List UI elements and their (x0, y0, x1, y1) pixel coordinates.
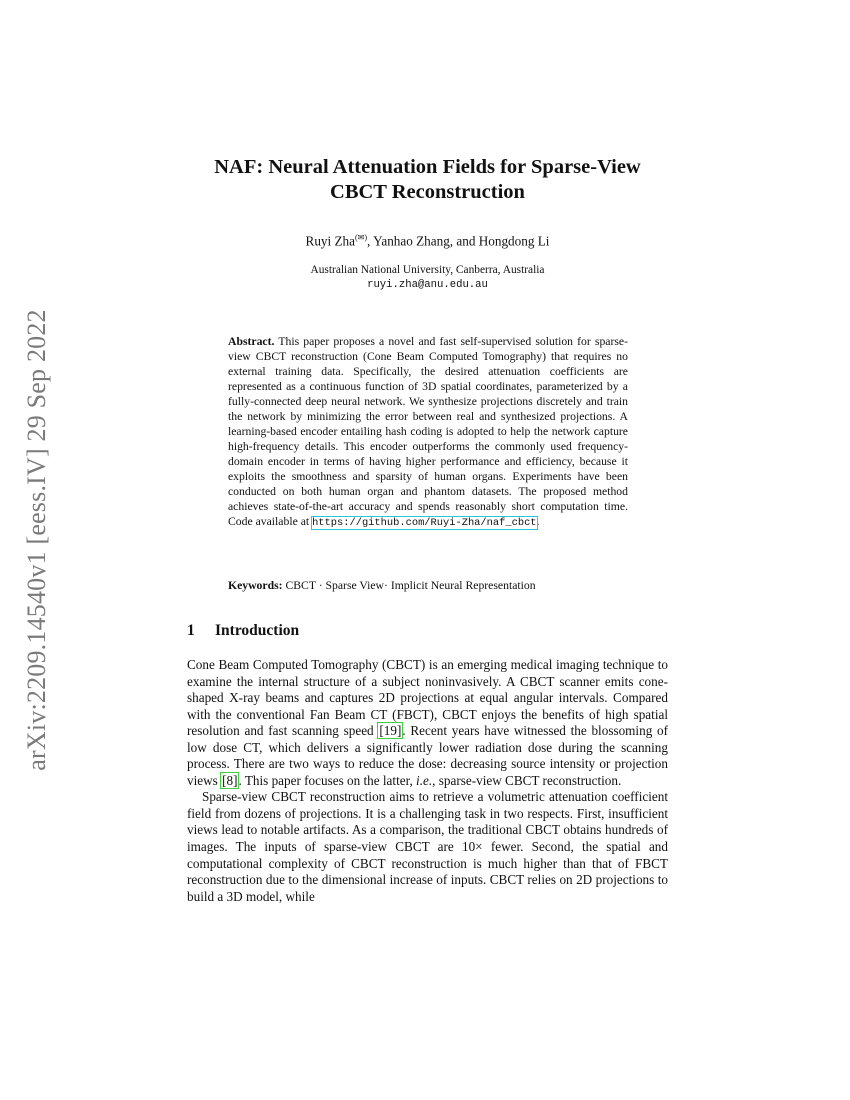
author-email[interactable]: ruyi.zha@anu.edu.au (367, 279, 488, 291)
title-line-1: NAF: Neural Attenuation Fields for Sparse-View (214, 156, 641, 178)
intro-p1-part-c: . This paper focuses on the latter, (238, 772, 417, 788)
abstract-label: Abstract. (228, 335, 275, 348)
section-heading-introduction (187, 622, 299, 640)
abstract-text: This paper proposes a novel and fast self-supervised solution for sparse-view CBCT reconstruction (Cone Beam Computed Tomography) that requires no external training data. Specifically, the desired attenuation coefficients are represented as a continuous function of 3D spatial coordinates, parameterized by a fully-connected deep neural network. We synthesize projections discretely and train the network by minimizing the error between real and synthesized projections. A learning-based encoder entailing hash coding is adopted to help the network capture high-frequency details. This encoder outperforms the commonly used frequency-domain encoder in terms of having higher performance and efficiency, because it exploits the smoothness and sparsity of human organs. Experiments have been conducted on both human organ and phantom datasets. The proposed method achieves state-of-the-art accuracy and spends reasonably short computation time. Code available at (228, 335, 628, 528)
author-first: Ruyi Zha (305, 233, 355, 249)
keywords (228, 579, 628, 592)
citation-link-8[interactable]: [8] (222, 772, 238, 788)
section-title: Introduction (215, 622, 300, 639)
affiliation-block (187, 263, 668, 293)
keywords-label: Keywords: (228, 579, 283, 592)
title-line-2: CBCT Reconstruction (330, 181, 525, 203)
arxiv-identifier-stamp: arXiv:2209.14540v1 [eess.IV] 29 Sep 2022 (22, 309, 51, 771)
affiliation: Australian National University, Canberra, Australia (310, 264, 545, 276)
intro-paragraph-1 (187, 657, 668, 789)
intro-paragraph-2: Sparse-view CBCT reconstruction aims to retrieve a volumetric attenuation coefficient field from dozens of projections. It is a challenging task in two respects. First, insufficient views lead to notable artifacts. As a comparison, the traditional CBCT obtains hundreds of images. The inputs of sparse-view CBCT are 10× fewer. Second, the spatial and computational complexity of CBCT reconstruction is much higher than that of FBCT reconstruction due to the dimensional increase of inputs. CBCT relies on 2D projections to build a 3D model, while (187, 789, 668, 904)
author-list (187, 233, 668, 249)
abstract (228, 334, 628, 531)
introduction-body (187, 657, 668, 905)
intro-p1-part-a: Cone Beam Computed Tomography (CBCT) is an emerging medical imaging technique to examine the internal structure of a subject noninvasively. A CBCT scanner emits cone-shaped X-ray beams and captures 2D projections at equal angular intervals. Compared with the conventional Fan Beam CT (FBCT), CBCT enjoys the benefits of high spatial resolution and fast scanning speed (187, 657, 668, 739)
intro-p1-part-b: . Recent years have witnessed the blossoming of low dose CT, which delivers a significantly lower radiation dose during the scanning process. There are two ways to reduce the dose: decreasing source intensity or projection views (187, 723, 668, 788)
corresponding-author-mark: (✉) (355, 233, 368, 242)
intro-ie-italic: i.e. (416, 772, 433, 788)
abstract-end: . (536, 515, 540, 528)
section-number: 1 (187, 622, 195, 639)
keywords-text: CBCT · Sparse View· Implicit Neural Representation (282, 579, 536, 592)
intro-p1-part-d: , sparse-view CBCT reconstruction. (432, 772, 622, 788)
paper-title (187, 155, 668, 205)
author-rest: , Yanhao Zhang, and Hongdong Li (367, 233, 550, 249)
code-repository-link[interactable]: https://github.com/Ruyi-Zha/naf_cbct (312, 517, 537, 529)
citation-link-19[interactable]: [19] (379, 723, 402, 739)
